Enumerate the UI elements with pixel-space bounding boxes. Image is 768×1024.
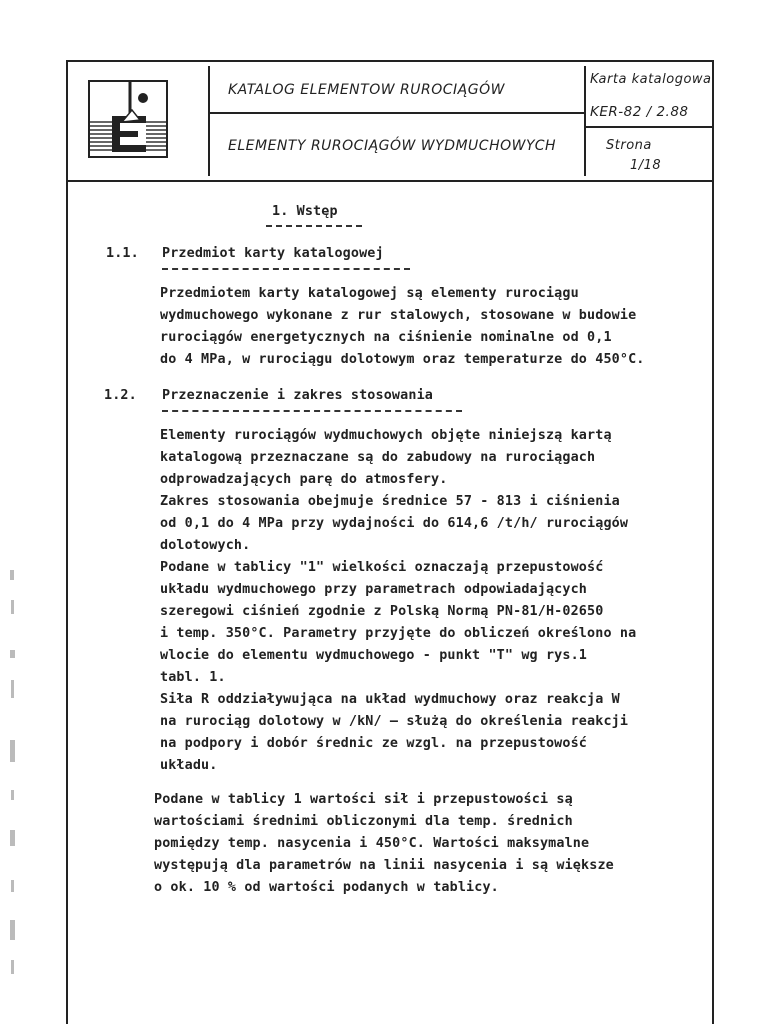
logo-cell (78, 66, 210, 176)
subsection-2-number: 1.2. (104, 388, 137, 403)
body-line: Zakres stosowania obejmuje średnice 57 - 813 i ciśnienia (160, 494, 620, 509)
catalog-subtitle: ELEMENTY RUROCIĄGÓW WYDMUCHOWYCH (228, 138, 557, 154)
body-line: o ok. 10 % od wartości podanych w tablicy. (154, 880, 499, 895)
body-line: wydmuchowego wykonane z rur stalowych, stosowane w budowie (160, 308, 637, 323)
subsection-2-underline (162, 410, 462, 412)
subsection-2-title: Przeznaczenie i zakres stosowania (162, 388, 433, 403)
body-line: do 4 MPa, w rurociągu dolotowym oraz temperaturze do 450°C. (160, 352, 645, 367)
catalog-title: KATALOG ELEMENTOW RUROCIĄGÓW (228, 82, 505, 98)
subsection-1-title: Przedmiot karty katalogowej (162, 246, 384, 261)
card-code: KER-82 / 2.88 (590, 104, 689, 120)
subsection-1-underline (162, 268, 410, 270)
body-line: tabl. 1. (160, 670, 226, 685)
catalog-sheet (66, 60, 714, 1024)
body-line: wlocie do elementu wydmuchowego - punkt "T" wg rys.1 (160, 648, 588, 663)
body-line: występują dla parametrów na linii nasycenia i są większe (154, 858, 614, 873)
body-line: Przedmiotem karty katalogowej są elementy rurociągu (160, 286, 579, 301)
body-line: rurociągów energetycznych na ciśnienie nominalne od 0,1 (160, 330, 612, 345)
body-line: układu. (160, 758, 218, 773)
body-line: pomiędzy temp. nasycenia i 450°C. Wartości maksymalne (154, 836, 590, 851)
header-block (68, 62, 712, 182)
title-cell (210, 66, 586, 176)
body-line: katalogową przeznaczane są do zabudowy na rurociągach (160, 450, 596, 465)
company-logo (88, 80, 168, 158)
section-heading-underline (266, 225, 362, 227)
card-info-cell (586, 66, 712, 176)
scan-artifact-marks (6, 560, 20, 1000)
page-label: Strona (606, 138, 652, 153)
body-line: od 0,1 do 4 MPa przy wydajności do 614,6 /t/h/ rurociągów (160, 516, 629, 531)
body-line: Elementy rurociągów wydmuchowych objęte niniejszą kartą (160, 428, 612, 443)
logo-emblem-icon (90, 82, 166, 156)
card-divider (586, 126, 712, 128)
body-line: dolotowych. (160, 538, 251, 553)
body-line: na rurociąg dolotowy w /kN/ — służą do określenia reakcji (160, 714, 629, 729)
body-line: wartościami średnimi obliczonymi dla temp. średnich (154, 814, 573, 829)
body-line: Siła R oddziaływująca na układ wydmuchowy oraz reakcja W (160, 692, 620, 707)
body-line: szeregowi ciśnień zgodnie z Polską Normą PN-81/H-02650 (160, 604, 604, 619)
body-line: układu wydmuchowego przy parametrach odpowiadających (160, 582, 588, 597)
page-number: 1/18 (630, 158, 662, 173)
title-divider (210, 112, 584, 114)
subsection-1-number: 1.1. (106, 246, 139, 261)
body-line: odprowadzających parę do atmosfery. (160, 472, 448, 487)
body-line: na podpory i dobór średnic ze wzgl. na przepustowość (160, 736, 588, 751)
body-line: i temp. 350°C. Parametry przyjęte do obliczeń określono na (160, 626, 637, 641)
section-heading: 1. Wstęp (272, 204, 338, 219)
body-line: Podane w tablicy 1 wartości sił i przepustowości są (154, 792, 573, 807)
card-label: Karta katalogowa (590, 72, 712, 87)
body-line: Podane w tablicy "1" wielkości oznaczają przepustowość (160, 560, 604, 575)
